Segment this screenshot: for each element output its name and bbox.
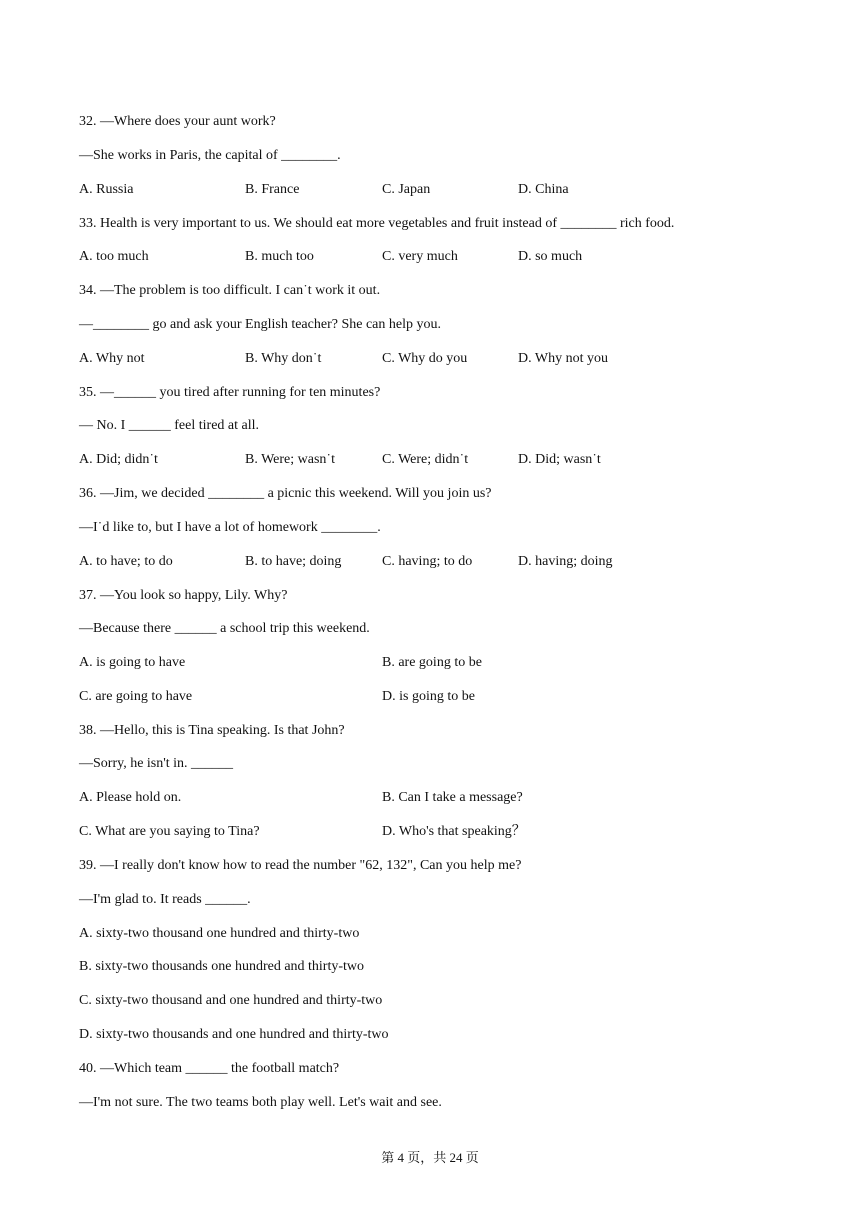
question-38-option-c: C. What are you saying to Tina?	[79, 824, 260, 839]
question-34-option-a: A. Why not	[79, 351, 145, 366]
question-34-option-b: B. Why don˙t	[245, 351, 322, 366]
question-34-option-d: D. Why not you	[518, 351, 608, 366]
question-38-line-1: 38. —Hello, this is Tina speaking. Is that John?	[79, 723, 345, 738]
question-37-option-a: A. is going to have	[79, 655, 186, 670]
question-32-line-2: —She works in Paris, the capital of ________.	[79, 148, 341, 163]
question-36-line-2: —I˙d like to, but I have a lot of homework ________.	[79, 520, 381, 535]
question-38-option-d: D. Who's that speaking？	[382, 824, 526, 839]
question-35-line-2: — No. I ______ feel tired at all.	[79, 418, 260, 433]
question-35-option-d: D. Did; wasn˙t	[518, 452, 601, 467]
question-38-option-a: A. Please hold on.	[79, 790, 182, 805]
question-36-option-a: A. to have; to do	[79, 554, 173, 569]
question-35-option-b: B. Were; wasn˙t	[245, 452, 335, 467]
question-37-option-d: D. is going to be	[382, 689, 475, 704]
question-39-option-c: C. sixty-two thousand and one hundred and thirty-two	[79, 993, 383, 1008]
question-36-option-b: B. to have; doing	[245, 554, 342, 569]
question-37-line-2: —Because there ______ a school trip this weekend.	[79, 621, 370, 636]
question-35-option-c: C. Were; didn˙t	[382, 452, 469, 467]
question-34-line-2: —________ go and ask your English teacher? She can help you.	[79, 317, 441, 332]
question-36-option-d: D. having; doing	[518, 554, 613, 569]
question-32-option-b: B. France	[245, 182, 300, 197]
question-36-option-c: C. having; to do	[382, 554, 473, 569]
question-32-option-d: D. China	[518, 182, 569, 197]
question-40-line-2: —I'm not sure. The two teams both play well. Let's wait and see.	[79, 1095, 442, 1110]
question-33-option-b: B. much too	[245, 249, 314, 264]
question-34-option-c: C. Why do you	[382, 351, 468, 366]
page-footer: 第 4 页，共 24 页	[381, 1150, 479, 1165]
question-33-option-a: A. too much	[79, 249, 149, 264]
question-38-line-2: —Sorry, he isn't in. ______	[79, 756, 234, 771]
question-32-line-1: 32. —Where does your aunt work?	[79, 114, 276, 129]
question-33-option-c: C. very much	[382, 249, 458, 264]
question-39-line-1: 39. —I really don't know how to read the number "62, 132", Can you help me?	[79, 858, 522, 873]
question-37-line-1: 37. —You look so happy, Lily. Why?	[79, 588, 288, 603]
question-32-option-a: A. Russia	[79, 182, 134, 197]
question-34-line-1: 34. —The problem is too difficult. I can˙t work it out.	[79, 283, 381, 298]
question-33-option-d: D. so much	[518, 249, 583, 264]
question-35-option-a: A. Did; didn˙t	[79, 452, 158, 467]
question-32-option-c: C. Japan	[382, 182, 431, 197]
question-39-option-a: A. sixty-two thousand one hundred and thirty-two	[79, 926, 360, 941]
question-38-option-b: B. Can I take a message?	[382, 790, 523, 805]
question-37-option-b: B. are going to be	[382, 655, 482, 670]
question-39-option-d: D. sixty-two thousands and one hundred and thirty-two	[79, 1027, 389, 1042]
question-40-line-1: 40. —Which team ______ the football match?	[79, 1061, 340, 1076]
question-37-option-c: C. are going to have	[79, 689, 193, 704]
question-35-line-1: 35. —______ you tired after running for ten minutes?	[79, 385, 381, 400]
question-39-option-b: B. sixty-two thousands one hundred and thirty-two	[79, 959, 365, 974]
question-33-line-1: 33. Health is very important to us. We should eat more vegetables and fruit instead of ________ rich food.	[79, 216, 675, 231]
question-39-line-2: —I'm glad to. It reads ______.	[79, 892, 251, 907]
question-36-line-1: 36. —Jim, we decided ________ a picnic this weekend. Will you join us?	[79, 486, 492, 501]
